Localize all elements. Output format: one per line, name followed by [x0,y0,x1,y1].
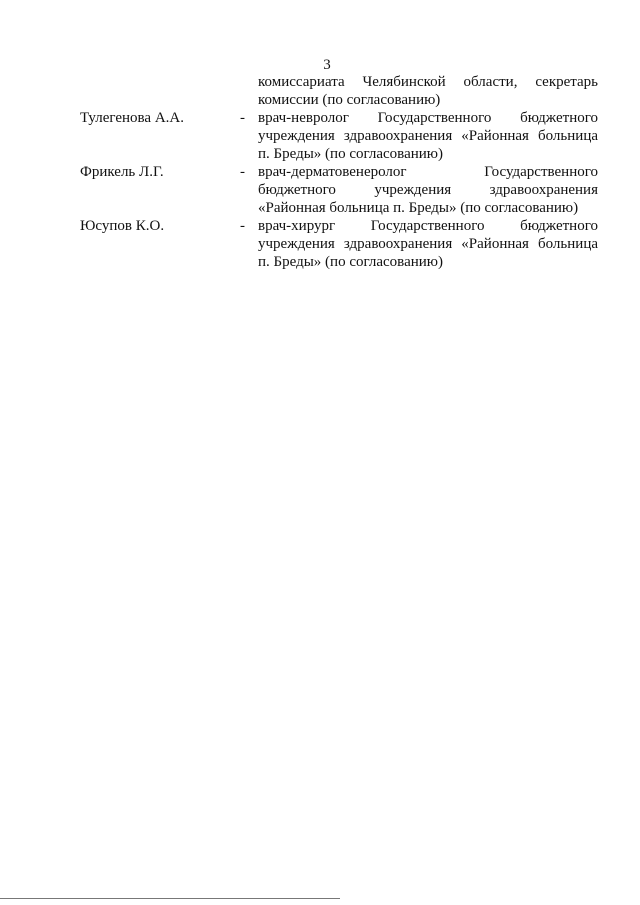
position-line: п. Бреды» (по согласованию) [258,254,443,270]
position-line: врач-хирург Государственного бюджетного [258,218,598,234]
member-dash: - [240,218,245,234]
member-dash: - [240,164,245,180]
previous-entry-continuation [258,73,598,109]
member-name: Тулегенова А.А. [80,110,184,126]
position-line: «Районная больница п. Бреды» (по согласованию) [258,200,579,216]
member-name: Фрикель Л.Г. [80,164,164,180]
member-position [258,217,598,271]
position-line: врач-дерматовенеролог Государственного [258,164,598,180]
member-dash: - [240,110,245,126]
scan-edge-line [0,898,340,899]
member-entry-frikel [0,163,640,217]
continuation-line: комиссариата Челябинской области, секретарь [258,74,598,90]
position-line: учреждения здравоохранения «Районная больница [258,128,598,144]
member-position [258,163,598,217]
member-position [258,109,598,163]
commission-list [0,73,640,271]
position-line: учреждения здравоохранения «Районная больница [258,236,598,252]
member-entry-tulegenova [0,109,640,163]
position-line: бюджетного учреждения здравоохранения [258,182,598,198]
continuation-line: комиссии (по согласованию) [258,92,441,108]
position-line: п. Бреды» (по согласованию) [258,146,443,162]
position-line: врач-невролог Государственного бюджетного [258,110,598,126]
page-number: 3 [323,57,331,73]
member-entry-yusupov [0,217,640,271]
member-name: Юсупов К.О. [80,218,165,234]
